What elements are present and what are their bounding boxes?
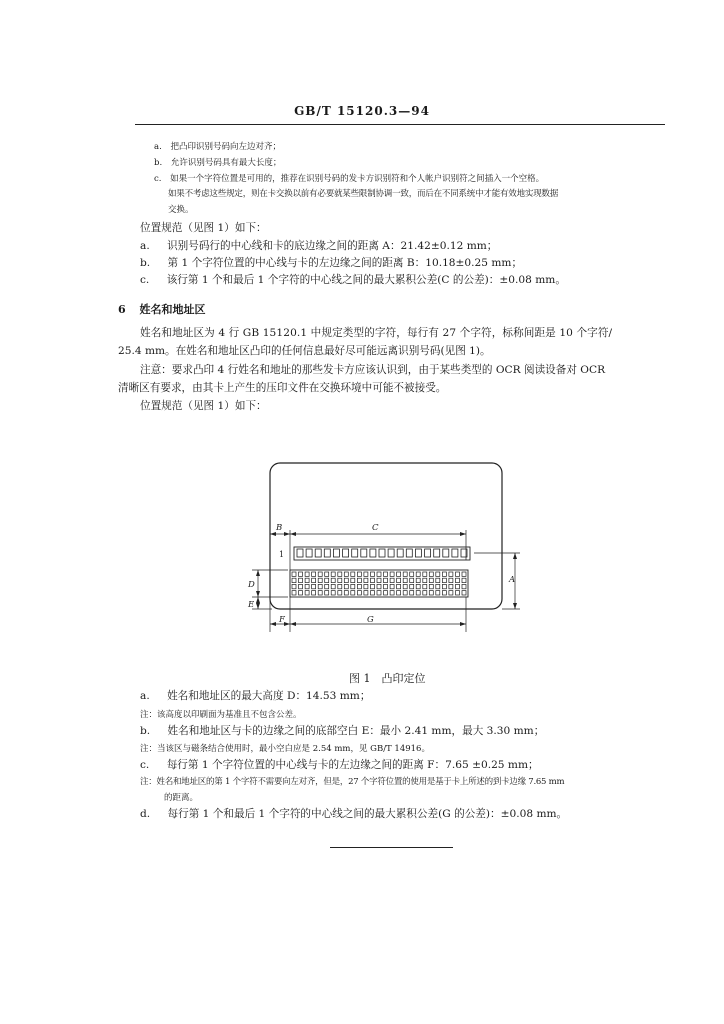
item-text: 姓名和地址区的最大高度 D：14.53 mm； — [167, 690, 371, 702]
name-char-cell — [338, 584, 342, 588]
name-char-cell — [377, 591, 381, 595]
name-char-cell — [292, 572, 296, 576]
name-char-cell — [449, 578, 453, 582]
name-char-cell — [344, 578, 348, 582]
section-title: 姓名和地址区 — [139, 303, 206, 316]
name-char-cell — [390, 578, 394, 582]
item-label: d. — [140, 808, 151, 820]
name-char-cell — [299, 578, 303, 582]
id-char-cell — [425, 549, 431, 557]
name-char-cell — [442, 578, 446, 582]
name-char-cell — [331, 584, 335, 588]
name-char-cell — [456, 578, 460, 582]
sub-item-text: 把凸印识别号码向左边对齐； — [170, 142, 281, 152]
id-char-cell — [370, 549, 376, 557]
name-char-cell — [397, 584, 401, 588]
name-char-cell — [423, 584, 427, 588]
name-char-cell — [384, 572, 388, 576]
paragraph-line: 清晰区有要求，由其卡上产生的压印文件在交换环境中可能不被接受。 — [118, 382, 447, 394]
id-char-cell — [297, 549, 303, 557]
name-char-cell — [344, 591, 348, 595]
name-char-cell — [325, 572, 329, 576]
name-char-cell — [325, 578, 329, 582]
name-char-cell — [416, 572, 420, 576]
item-text: 姓名和地址区与卡的边缘之间的底部空白 E：最小 2.41 mm，最大 3.30 mm； — [167, 725, 545, 737]
paragraph-line: 姓名和地址区为 4 行 GB 15120.1 中规定类型的字符，每行有 27 个字符，标称间距是 10 个字符/ — [140, 327, 613, 339]
id-char-cell — [324, 549, 330, 557]
position-intro: 位置规范（见图 1）如下： — [140, 222, 267, 234]
dim-label-e: E — [248, 600, 255, 610]
name-char-cell — [377, 584, 381, 588]
name-char-cell — [325, 591, 329, 595]
name-char-cell — [325, 584, 329, 588]
name-char-cell — [357, 578, 361, 582]
name-char-cell — [351, 578, 355, 582]
name-char-cell — [429, 578, 433, 582]
position-intro: 位置规范（见图 1）如下： — [140, 400, 267, 412]
section-number: 6 — [118, 303, 126, 316]
name-char-cell — [429, 584, 433, 588]
item-label: b. — [140, 257, 151, 269]
id-char-cell — [361, 549, 367, 557]
name-char-cell — [371, 591, 375, 595]
id-char-cell — [315, 549, 321, 557]
name-char-cell — [456, 572, 460, 576]
name-char-cell — [318, 591, 322, 595]
name-char-cell — [312, 578, 316, 582]
name-char-cell — [416, 584, 420, 588]
name-spec-item-d — [140, 806, 567, 821]
name-char-cell — [397, 572, 401, 576]
paragraph-line: 25.4 mm。在姓名和地址区凸印的任何信息最好尽可能远离识别号码(见图 1)。 — [118, 345, 491, 357]
item-label: a. — [140, 240, 150, 252]
item-text: 该行第 1 个和最后 1 个字符的中心线之间的最大累积公差(C 的公差)：±0.08 mm。 — [166, 274, 566, 286]
name-char-cell — [351, 584, 355, 588]
id-line-marker: 1 — [279, 550, 285, 559]
name-char-cell — [403, 591, 407, 595]
name-char-cell — [403, 584, 407, 588]
name-char-cell — [318, 578, 322, 582]
item-label: b. — [140, 725, 151, 737]
sub-item-c-continuation-end: 交换。 — [168, 205, 194, 215]
sub-item-label: c. — [154, 174, 162, 184]
name-char-cell — [410, 578, 414, 582]
id-char-cell — [434, 549, 440, 557]
dim-label-a: A — [509, 575, 516, 585]
name-char-cell — [364, 578, 368, 582]
sub-item-text: 如果一个字符位置是可用的，推荐在识别号码的发卡方识别符和个人帐户识别符之间插入一个空格。 — [170, 174, 545, 184]
sub-item-label: a. — [154, 142, 162, 152]
sub-item-label: b. — [154, 158, 163, 168]
id-char-cell — [415, 549, 421, 557]
name-spec-item-c — [140, 757, 539, 772]
end-rule — [330, 847, 453, 848]
name-char-cell — [384, 584, 388, 588]
name-char-cell — [377, 572, 381, 576]
name-char-cell — [403, 578, 407, 582]
name-char-cell — [462, 572, 466, 576]
name-char-cell — [331, 591, 335, 595]
name-spec-item-a — [140, 688, 370, 703]
item-label: c. — [140, 274, 150, 286]
name-char-cell — [436, 572, 440, 576]
name-char-cell — [299, 584, 303, 588]
name-char-cell — [449, 591, 453, 595]
name-char-cell — [371, 572, 375, 576]
name-char-cell — [384, 578, 388, 582]
id-char-cell — [343, 549, 349, 557]
name-char-cell — [449, 572, 453, 576]
dim-label-g: G — [367, 615, 374, 625]
name-char-cell — [357, 584, 361, 588]
name-char-cell — [305, 584, 309, 588]
id-char-cell — [333, 549, 339, 557]
name-char-cell — [390, 572, 394, 576]
name-char-cell — [436, 591, 440, 595]
name-char-cell — [292, 578, 296, 582]
id-char-cell — [306, 549, 312, 557]
page-header: GB/T 15120.3—94 — [294, 104, 430, 118]
figure-caption: 图 1 凸印定位 — [349, 672, 426, 685]
name-char-cell — [338, 591, 342, 595]
name-char-cell — [442, 591, 446, 595]
name-char-cell — [364, 572, 368, 576]
name-char-cell — [299, 591, 303, 595]
item-text: 识别号码行的中心线和卡的底边缘之间的距离 A：21.42±0.12 mm； — [167, 240, 498, 252]
name-char-cell — [416, 578, 420, 582]
name-char-cell — [423, 578, 427, 582]
name-char-cell — [357, 591, 361, 595]
name-char-cell — [442, 572, 446, 576]
item-text: 第 1 个字符位置的中心线与卡的左边缘之间的距离 B：10.18±0.25 mm； — [167, 257, 523, 269]
note-text: 的距离。 — [164, 793, 199, 803]
paragraph-line: 注意：要求凸印 4 行姓名和地址的那些发卡方应该认识到，由于某些类型的 OCR 阅读设备对 OCR — [140, 364, 606, 376]
name-char-cell — [410, 572, 414, 576]
name-char-cell — [429, 591, 433, 595]
name-char-cell — [318, 572, 322, 576]
dim-label-d: D — [248, 580, 255, 590]
name-char-cell — [456, 584, 460, 588]
name-char-cell — [292, 584, 296, 588]
name-char-cell — [462, 591, 466, 595]
name-char-cell — [442, 584, 446, 588]
name-char-cell — [312, 584, 316, 588]
item-label: a. — [140, 690, 150, 702]
name-char-cell — [423, 572, 427, 576]
name-char-cell — [384, 591, 388, 595]
name-char-cell — [318, 584, 322, 588]
item-text: 每行第 1 个字符位置的中心线与卡的左边缘之间的距离 F：7.65 ±0.25 mm； — [166, 759, 539, 771]
name-char-cell — [351, 591, 355, 595]
sub-item-text: 允许识别号码具有最大长度； — [170, 158, 282, 168]
name-char-cell — [357, 572, 361, 576]
name-char-cell — [344, 572, 348, 576]
name-char-cell — [449, 584, 453, 588]
id-char-cell — [443, 549, 449, 557]
id-char-cell — [452, 549, 458, 557]
id-char-cell — [397, 549, 403, 557]
name-char-cell — [462, 584, 466, 588]
item-label: c. — [140, 759, 150, 771]
name-char-cell — [364, 591, 368, 595]
name-char-cell — [371, 584, 375, 588]
name-char-cell — [436, 584, 440, 588]
name-char-cell — [338, 578, 342, 582]
name-char-cell — [397, 591, 401, 595]
name-char-cell — [456, 591, 460, 595]
name-char-cell — [410, 584, 414, 588]
name-char-cell — [377, 578, 381, 582]
note-text: 注：当该区与磁条结合使用时，最小空白应是 2.54 mm，见 GB/T 14916。 — [140, 744, 430, 754]
name-char-cell — [305, 572, 309, 576]
name-char-cell — [403, 572, 407, 576]
name-char-cell — [344, 584, 348, 588]
item-text: 每行第 1 个和最后 1 个字符的中心线之间的最大累积公差(G 的公差)：±0.08 mm。 — [167, 808, 568, 820]
name-char-cell — [390, 584, 394, 588]
name-char-cell — [305, 578, 309, 582]
name-char-cell — [351, 572, 355, 576]
id-char-cell — [352, 549, 358, 557]
dim-label-c: C — [372, 523, 379, 533]
name-char-cell — [292, 591, 296, 595]
name-char-cell — [331, 572, 335, 576]
id-char-cell — [406, 549, 412, 557]
name-char-cell — [429, 572, 433, 576]
name-spec-item-b — [140, 723, 544, 738]
id-char-cell — [379, 549, 385, 557]
name-char-cell — [338, 572, 342, 576]
note-text: 注：该高度以印刷面为基准且不包含公差。 — [140, 710, 302, 720]
name-char-cell — [416, 591, 420, 595]
dim-label-f: F — [279, 615, 285, 625]
name-char-cell — [410, 591, 414, 595]
note-text: 注：姓名和地址区的第 1 个字符不需要向左对齐，但是，27 个字符位置的使用是基于卡上所述的到卡边缘 7.65 mm — [140, 777, 565, 787]
name-char-cell — [312, 572, 316, 576]
name-char-cell — [312, 591, 316, 595]
name-char-cell — [371, 578, 375, 582]
dim-label-b: B — [276, 523, 283, 533]
sub-item-c-continuation: 如果不考虑这些规定，则在卡交换以前有必要就某些限制协调一致，而后在不同系统中才能有效地实现数据 — [168, 189, 559, 199]
name-char-cell — [462, 578, 466, 582]
name-char-cell — [436, 578, 440, 582]
name-char-cell — [390, 591, 394, 595]
name-char-cell — [299, 572, 303, 576]
name-char-cell — [305, 591, 309, 595]
name-char-cell — [364, 584, 368, 588]
name-char-cell — [423, 591, 427, 595]
id-char-cell — [388, 549, 394, 557]
name-block-frame — [290, 570, 468, 597]
name-char-cell — [397, 578, 401, 582]
name-char-cell — [331, 578, 335, 582]
